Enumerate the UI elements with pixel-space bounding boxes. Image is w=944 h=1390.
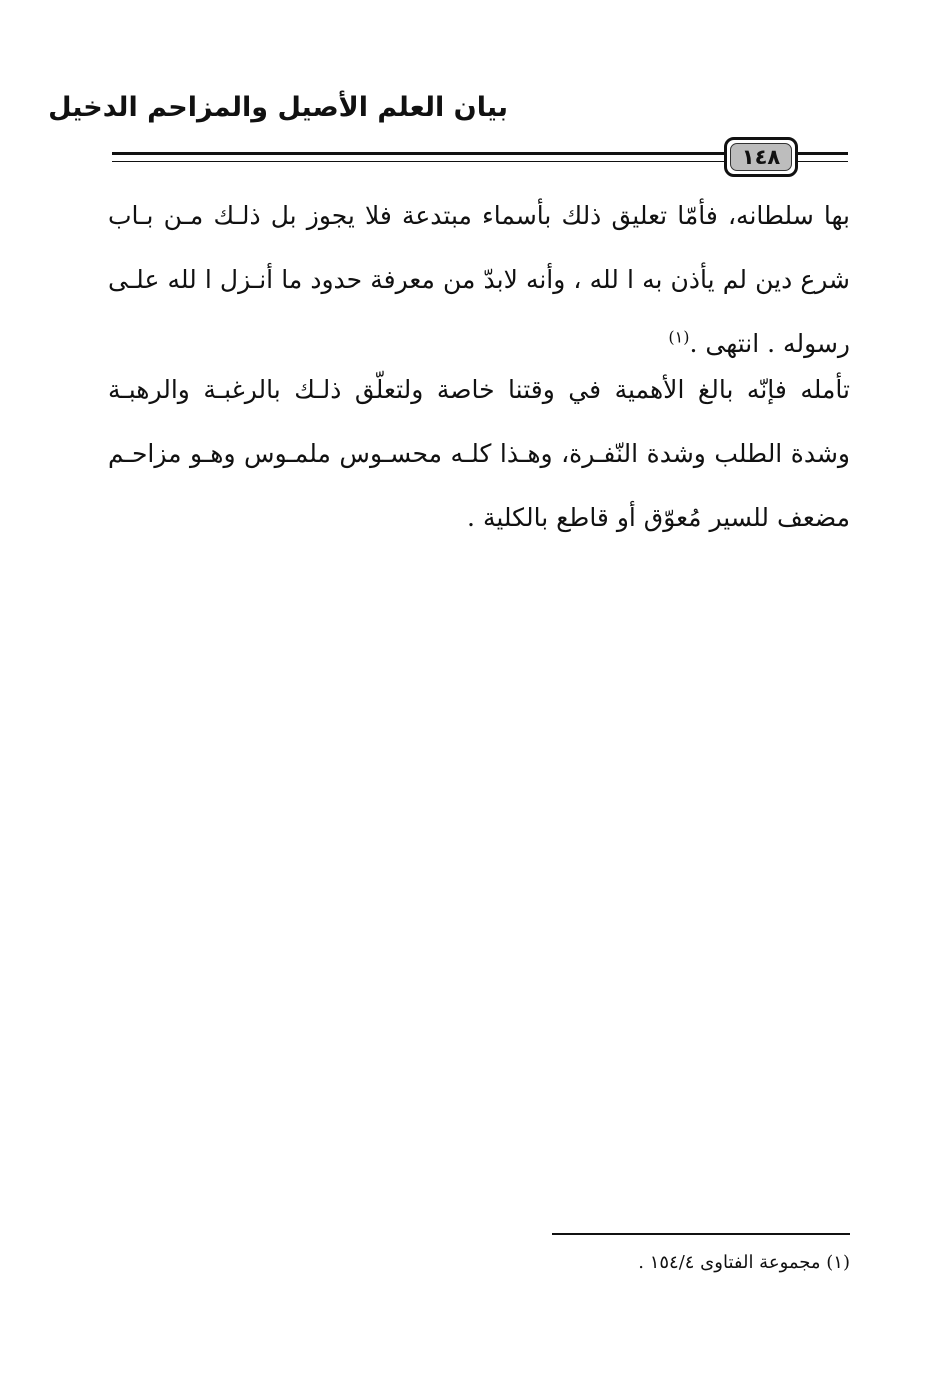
footnote: (١) مجموعة الفتاوى ١٥٤/٤ . <box>638 1252 850 1273</box>
paragraph-2-line-1: تأمله فإنّه بالغ الأهمية في وقتنا خاصة ولتعلّق ذلـك بالرغبـة والرهبـة <box>108 375 851 404</box>
page-number-badge <box>724 137 798 177</box>
paragraph-1-line-1: بها سلطانه، فأمّا تعليق ذلك بأسماء مبتدعة فلا يجوز بل ذلـك مـن بـاب <box>108 201 850 230</box>
paragraph-1-line-2: شرع دين لم يأذن به ا لله ، وأنه لابدّ من معرفة حدود ما أنـزل ا لله علـى <box>108 265 850 294</box>
running-title: بيان العلم الأصيل والمزاحم الدخيل <box>48 92 508 123</box>
footnote-marker: (١) <box>668 327 690 347</box>
paragraph-1-line-3-text: رسوله . انتهى . <box>689 329 850 358</box>
page-number: ١٤٨ <box>730 143 792 171</box>
footnote-separator <box>552 1233 850 1235</box>
paragraph-1-line-3 <box>108 324 850 364</box>
paragraph-2-line-3: مضعف للسير مُعوّق أو قاطع بالكلية . <box>467 503 850 532</box>
paragraph-2-line-2: وشدة الطلب وشدة النّفـرة، وهـذا كلـه محسـوس ملمـوس وهـو مزاحـم <box>108 439 850 468</box>
